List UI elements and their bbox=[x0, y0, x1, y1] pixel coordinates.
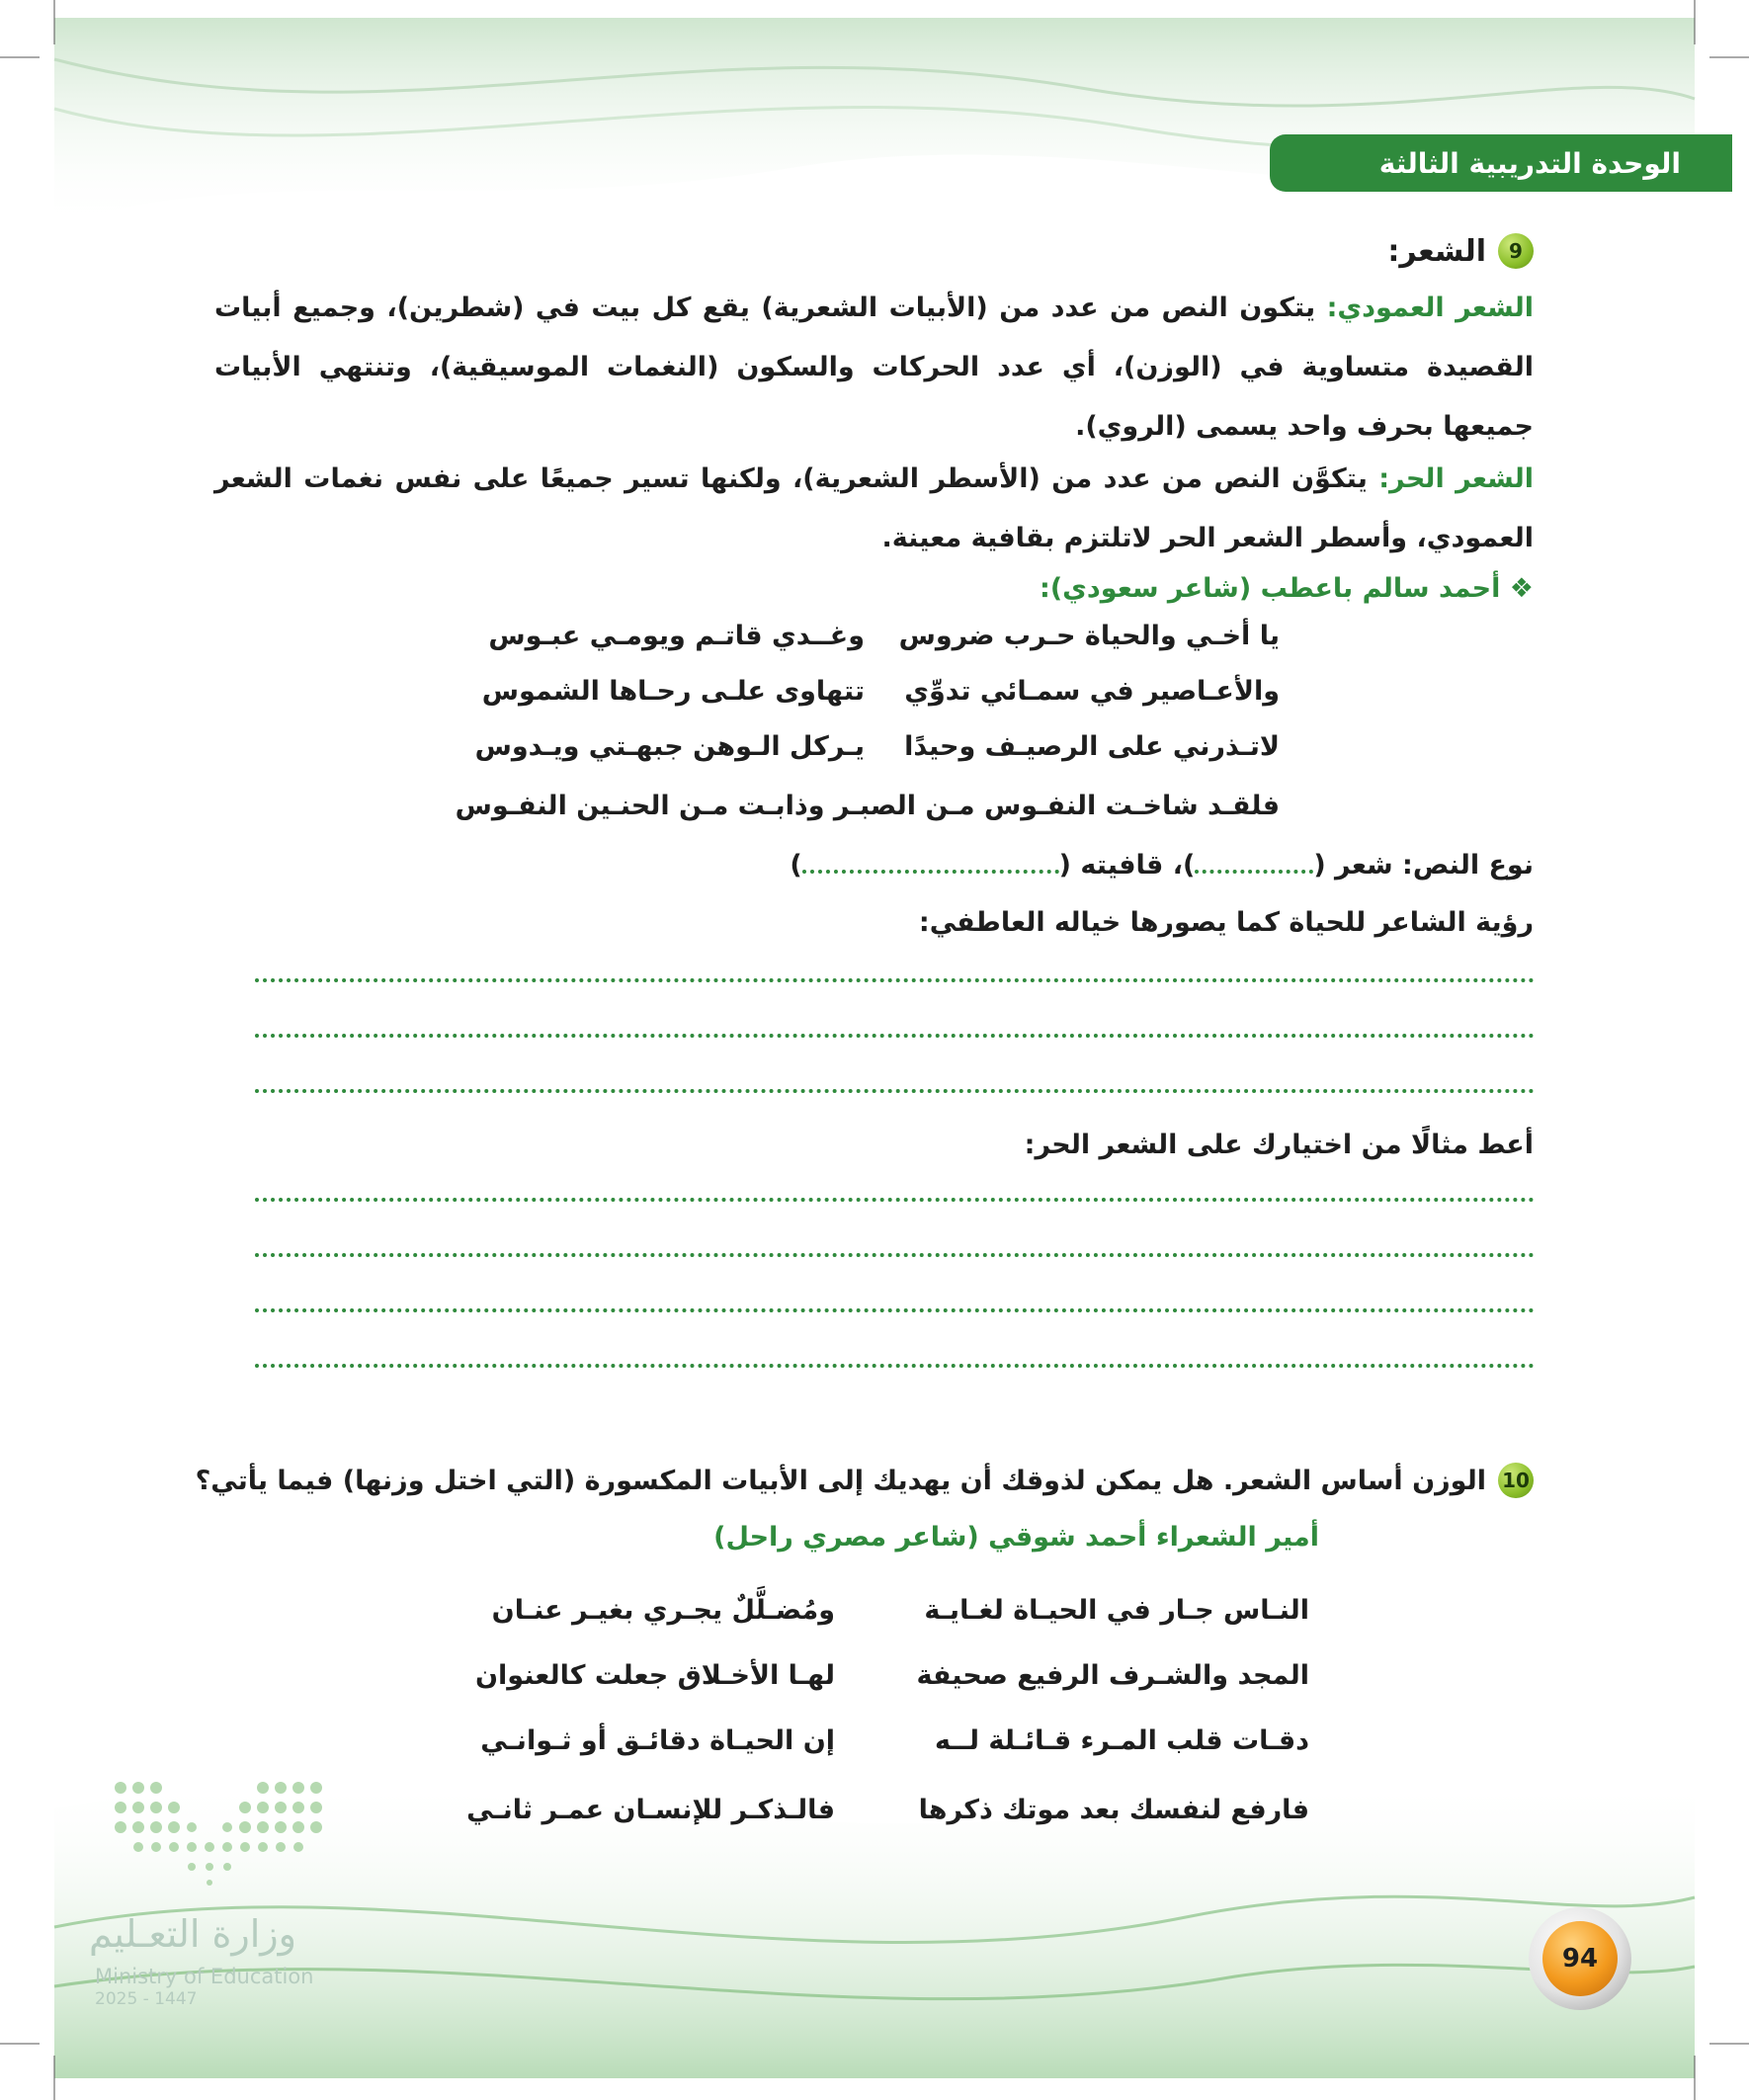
verse-first-half: النـاس جـار في الحيـاة لغـايـة bbox=[924, 1595, 1309, 1626]
verse-first-half: المجد والشـرف الرفيع صحيفة bbox=[916, 1660, 1309, 1691]
answer-line[interactable] bbox=[255, 1198, 1535, 1202]
q9-title: الشعر: bbox=[1387, 233, 1486, 269]
q9-heading bbox=[1387, 233, 1534, 269]
vertical-poetry-definition bbox=[214, 279, 1534, 457]
answer-line[interactable] bbox=[255, 1308, 1535, 1312]
page-number: 94 bbox=[1542, 1921, 1618, 1996]
text-type-question bbox=[790, 850, 1534, 881]
unit-title: الوحدة التدريبية الثالثة bbox=[1378, 146, 1681, 180]
verse-first-half: والأعـاصير في سمـائي تدوِّي bbox=[904, 676, 1280, 707]
answer-line[interactable] bbox=[255, 1089, 1535, 1093]
ministry-name-arabic: وزارة التعـليم bbox=[89, 1912, 297, 1956]
verse-second-half: ومُضـلَّلٌ يجـري بغيـر عنـان bbox=[491, 1595, 835, 1626]
page-number-badge bbox=[1529, 1907, 1631, 2010]
answer-line[interactable] bbox=[255, 1034, 1535, 1038]
poet-name-shawqi: أمير الشعراء أحمد شوقي (شاعر مصري راحل) bbox=[713, 1522, 1319, 1553]
q10-question: الوزن أساس الشعر. هل يمكن لذوقك أن يهديك إلى الأبيات المكسورة (التي اختل وزنها) فيما يأتي؟ bbox=[195, 1465, 1486, 1496]
answer-line[interactable] bbox=[255, 1253, 1535, 1257]
q10-number-badge: 10 bbox=[1498, 1463, 1534, 1498]
answer-line[interactable] bbox=[255, 1364, 1535, 1368]
edition-year: 2025 - 1447 bbox=[95, 1989, 198, 2009]
q10-heading bbox=[196, 1463, 1534, 1498]
poetry-type-blank[interactable] bbox=[1195, 860, 1313, 874]
verse-second-half: تتهاوى علـى رحـاها الشموس bbox=[481, 676, 865, 707]
verse-first-half: دقـات قلب المـرء قـائـلة لــه bbox=[934, 1725, 1309, 1756]
free-poetry-definition bbox=[214, 450, 1534, 568]
poet-vision-prompt: رؤية الشاعر للحياة كما يصورها خياله العاطفي: bbox=[918, 907, 1534, 938]
poet-name-baatab: ❖ أحمد سالم باعطب (شاعر سعودي): bbox=[1040, 573, 1534, 604]
verse-first-half: فارفع لنفسك بعد موتك ذكرها bbox=[918, 1795, 1309, 1825]
verse-second-half: لهـا الأخـلاق جعلت كالعنوان bbox=[475, 1660, 835, 1691]
free-verse-line: فلقـد شاخـت النفـوس مـن الصبـر وذابـت مـن الحنـين النفـوس bbox=[455, 791, 1280, 821]
closing-paren: ) bbox=[790, 850, 802, 881]
q9-number-badge: 9 bbox=[1498, 233, 1534, 269]
answer-line[interactable] bbox=[255, 978, 1535, 982]
free-poetry-text: يتكوَّن النص من عدد من (الأسطر الشعرية)، ولكنها تسير جميعًا على نفس نغمات الشعر العمودي، وأسطر الشعر الحر لاتلتزم بقافية معينة. bbox=[214, 463, 1534, 553]
verse-first-half: لاتـذرني على الرصيـف وحيدًا bbox=[904, 731, 1280, 762]
rhyme-blank[interactable] bbox=[802, 860, 1059, 874]
verse-second-half: وغــدي قاتـم ويومـي عبـوس bbox=[488, 621, 865, 651]
unit-title-banner bbox=[1270, 134, 1732, 192]
free-poetry-example-prompt: أعط مثالًا من اختيارك على الشعر الحر: bbox=[1024, 1130, 1534, 1160]
ministry-logo bbox=[89, 1774, 326, 2031]
verse-second-half: إن الحيـاة دقائـق أو ثـوانـي bbox=[480, 1725, 835, 1756]
vertical-poetry-term: الشعر العمودي: bbox=[1326, 293, 1534, 323]
ministry-dots-icon bbox=[109, 1774, 326, 1902]
verse-second-half: يـركل الـوهن جبهـتي ويـدوس bbox=[474, 731, 865, 762]
vertical-poetry-text: يتكون النص من عدد من (الأبيات الشعرية) يقع كل بيت في (شطرين)، وجميع أبيات القصيدة متساوية في (الوزن)، أي عدد الحركات والسكون (النغمات الموسيقية)، وتنتهي الأبيات جميعها بحرف واحد يسمى (الروي). bbox=[214, 293, 1534, 442]
ministry-name-english: Ministry of Education bbox=[95, 1965, 314, 1988]
rhyme-label: )، قافيته ( bbox=[1058, 850, 1196, 881]
verse-second-half: فالـذكـر للإنسـان عمـر ثانـي bbox=[466, 1795, 835, 1825]
verse-first-half: يا أخـي والحياة حـرب ضروس bbox=[898, 621, 1280, 651]
text-type-label: نوع النص: شعر ( bbox=[1313, 850, 1534, 881]
free-poetry-term: الشعر الحر: bbox=[1378, 463, 1535, 494]
